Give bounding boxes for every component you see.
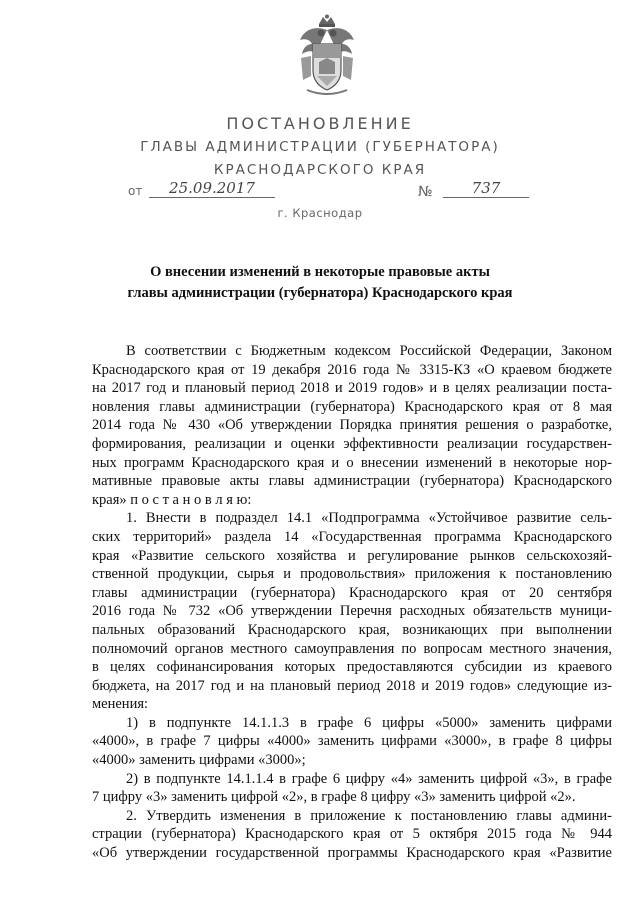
body-line: 2016 года № 732 «Об утверждении Перечня расходных обязательств муници- xyxy=(92,603,612,620)
body-line: ских территорий» раздела 14 «Государственная программа Краснодарского xyxy=(92,528,612,545)
body-line: в целях софинансирования которых предоставляются субсидии из краевого xyxy=(92,659,612,676)
body-line: главы администрации (губернатора) Краснодарского края от 20 сентября xyxy=(92,584,612,601)
body-line: края «Развитие сельского хозяйства и регулирование рынков сельскохозяй- xyxy=(92,547,612,564)
body-line: ственной продукции, сырья и продовольствия» приложения к постановлению xyxy=(92,566,612,583)
document-date: 25.09.2017 xyxy=(149,179,275,198)
body-line: В соответствии с Бюджетным кодексом Российской Федерации, Законом xyxy=(126,343,612,359)
body-line: 2014 года № 430 «Об утверждении Порядка принятия решения о разработке, xyxy=(92,417,612,434)
body-line: 1. Внести в подраздел 14.1 «Подпрограмма «Устойчивое развитие сель- xyxy=(126,510,612,527)
issuer-heading: ГЛАВЫ АДМИНИСТРАЦИИ (ГУБЕРНАТОРА) xyxy=(140,139,500,155)
number-prefix: № xyxy=(418,184,433,200)
date-prefix: от xyxy=(128,184,143,198)
document-type-heading: ПОСТАНОВЛЕНИЕ xyxy=(226,114,414,133)
body-line: пальных образований Краснодарского края, возникающих при выполнении xyxy=(92,621,612,638)
body-line: «4000» заменить цифрами «3000»; xyxy=(92,752,306,769)
body-line: края» п о с т а н о в л я ю: xyxy=(92,491,252,508)
coat-of-arms-emblem xyxy=(297,14,357,96)
body-line: 7 цифру «3» заменить цифрой «2», в графе 8 цифру «3» заменить цифрой «2». xyxy=(92,789,576,806)
body-line: полномочий органов местного самоуправления по вопросам местного значения, xyxy=(92,640,612,657)
body-line: на 2017 год и плановый период 2018 и 2019 годов» и в целях реализации поста- xyxy=(92,380,612,397)
body-line: бюджета, на 2017 год и на плановый период 2018 и 2019 годов» следующие из- xyxy=(92,677,612,694)
body-line: 2. Утвердить изменения в приложение к постановлению главы админи- xyxy=(126,807,612,824)
body-line: страции (губернатора) Краснодарского края от 5 октября 2015 года № 944 xyxy=(92,826,612,843)
body-line: ных программ Краснодарского края и о внесении изменений в некоторые нор- xyxy=(92,454,612,471)
title-line-2: главы администрации (губернатора) Краснодарского края xyxy=(127,285,513,301)
title-line-1: О внесении изменений в некоторые правовые акты xyxy=(150,264,490,280)
city-label: г. Краснодар xyxy=(277,206,363,220)
body-line: «Об утверждении государственной программы Краснодарского края «Развитие xyxy=(92,845,612,862)
body-line: Краснодарского края от 19 декабря 2016 года № 3315-КЗ «О краевом бюджете xyxy=(92,361,612,378)
body-line: 1) в подпункте 14.1.1.3 в графе 6 цифры «5000» заменить цифрами xyxy=(126,714,612,731)
document-body xyxy=(92,342,612,863)
body-line: новления главы администрации (губернатора) Краснодарского края от 8 мая xyxy=(92,398,612,415)
body-line: мативные правовые акты главы администрации (губернатора) Краснодарского xyxy=(92,473,612,490)
body-line: «4000», в графе 7 цифры «4000» заменить цифрами «3000», в графе 8 цифры xyxy=(92,733,612,750)
region-heading: КРАСНОДАРСКОГО КРАЯ xyxy=(213,162,427,178)
body-line: 2) в подпункте 14.1.1.4 в графе 6 цифру «4» заменить цифрой «3», в графе xyxy=(126,770,612,787)
document-number: 737 xyxy=(443,179,529,198)
body-line: менения: xyxy=(92,696,149,713)
body-line: формирования, реализации и оценки эффективности реализации государствен- xyxy=(92,435,612,452)
